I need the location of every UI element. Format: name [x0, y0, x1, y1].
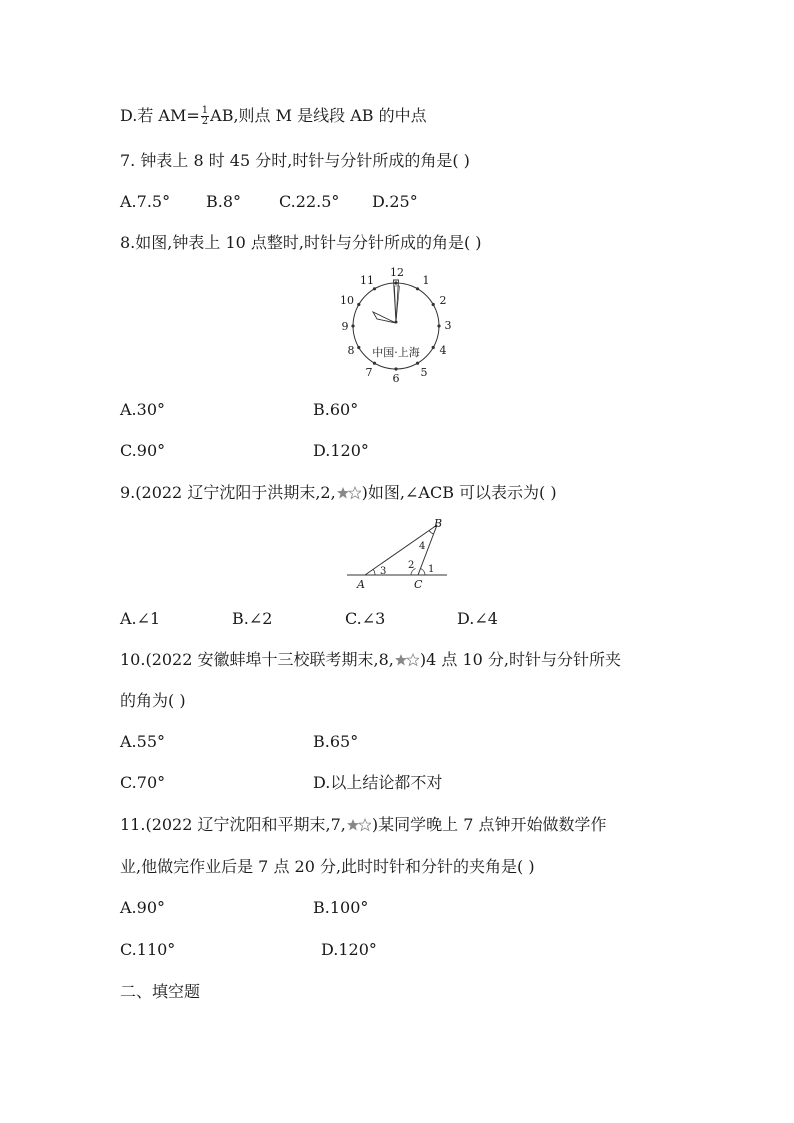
q8-option-c: C.90°: [120, 441, 166, 460]
q7-stem: 7. 钟表上 8 时 45 分时,时针与分针所成的角是( ): [120, 151, 470, 170]
clock-brand: 中国·上海: [372, 346, 420, 359]
section-title: 二、填空题: [120, 982, 201, 1001]
clock-number-5: 5: [420, 366, 428, 379]
q9-option-a: A.∠1: [120, 609, 161, 628]
clock-number-10: 10: [340, 294, 354, 307]
q6-option-d: D.若 AM= $\frac{1}{2}$ AB,则点 M 是线段 AB 的中点: [120, 105, 427, 127]
clock-number-9: 9: [341, 320, 349, 333]
clock-figure: [333, 262, 463, 387]
q10-option-a: A.55°: [120, 732, 165, 751]
clock-number-6: 6: [392, 372, 400, 385]
q7-option-c: C.22.5°: [279, 192, 340, 211]
q10-stem: 10.(2022 安徽蚌埠十三校联考期末,8, )4 点 10 分,时针与分针所夹: [120, 650, 621, 672]
angle-2-label: 2: [408, 560, 415, 571]
angle-4-label: 4: [419, 541, 426, 552]
q10-option-d: D.以上结论都不对: [313, 773, 443, 792]
clock-number-1: 1: [422, 274, 430, 287]
q9-option-d: D.∠4: [457, 609, 498, 628]
point-a-label: A: [357, 578, 365, 591]
clock-number-11: 11: [360, 274, 374, 287]
q10-stem-line2: 的角为( ): [120, 691, 186, 710]
q8-option-a: A.30°: [120, 400, 165, 419]
q9-option-c: C.∠3: [345, 609, 386, 628]
clock-number-4: 4: [439, 344, 447, 357]
q8-stem: 8.如图,钟表上 10 点整时,时针与分针所成的角是( ): [120, 233, 482, 252]
clock-number-7: 7: [365, 366, 373, 379]
q11-stem-line2: 业,他做完作业后是 7 点 20 分,此时时针和分针的夹角是( ): [120, 857, 535, 876]
difficulty-star-icon: [395, 652, 419, 672]
clock-number-2: 2: [439, 294, 447, 307]
difficulty-star-icon: [337, 485, 361, 505]
q7-option-d: D.25°: [372, 192, 418, 211]
q9-stem: 9.(2022 辽宁沈阳于洪期末,2, )如图,∠ACB 可以表示为( ): [120, 483, 557, 505]
point-c-label: C: [414, 578, 423, 591]
clock-number-3: 3: [444, 319, 452, 332]
q7-option-b: B.8°: [206, 192, 242, 211]
hour-hand: [373, 312, 396, 323]
fraction-one-half: $\frac{1}{2}$: [201, 105, 209, 127]
angle-1-label: 1: [428, 564, 435, 575]
clock-number-12: 12: [390, 266, 404, 279]
q11-stem: 11.(2022 辽宁沈阳和平期末,7, )某同学晚上 7 点钟开始做数学作: [120, 815, 606, 837]
q11-option-b: B.100°: [313, 898, 369, 917]
point-b-label: B: [434, 517, 443, 530]
q8-option-b: B.60°: [313, 400, 359, 419]
q10-option-b: B.65°: [313, 732, 359, 751]
difficulty-star-icon: [347, 817, 371, 837]
q11-option-a: A.90°: [120, 898, 165, 917]
q9-option-b: B.∠2: [232, 609, 273, 628]
q11-option-d: D.120°: [321, 940, 377, 959]
angle-3-label: 3: [380, 566, 387, 577]
q8-option-d: D.120°: [313, 441, 369, 460]
clock-number-8: 8: [347, 344, 355, 357]
q10-option-c: C.70°: [120, 773, 166, 792]
q7-option-a: A.7.5°: [120, 192, 171, 211]
triangle-figure: [345, 516, 450, 592]
q11-option-c: C.110°: [120, 940, 176, 959]
